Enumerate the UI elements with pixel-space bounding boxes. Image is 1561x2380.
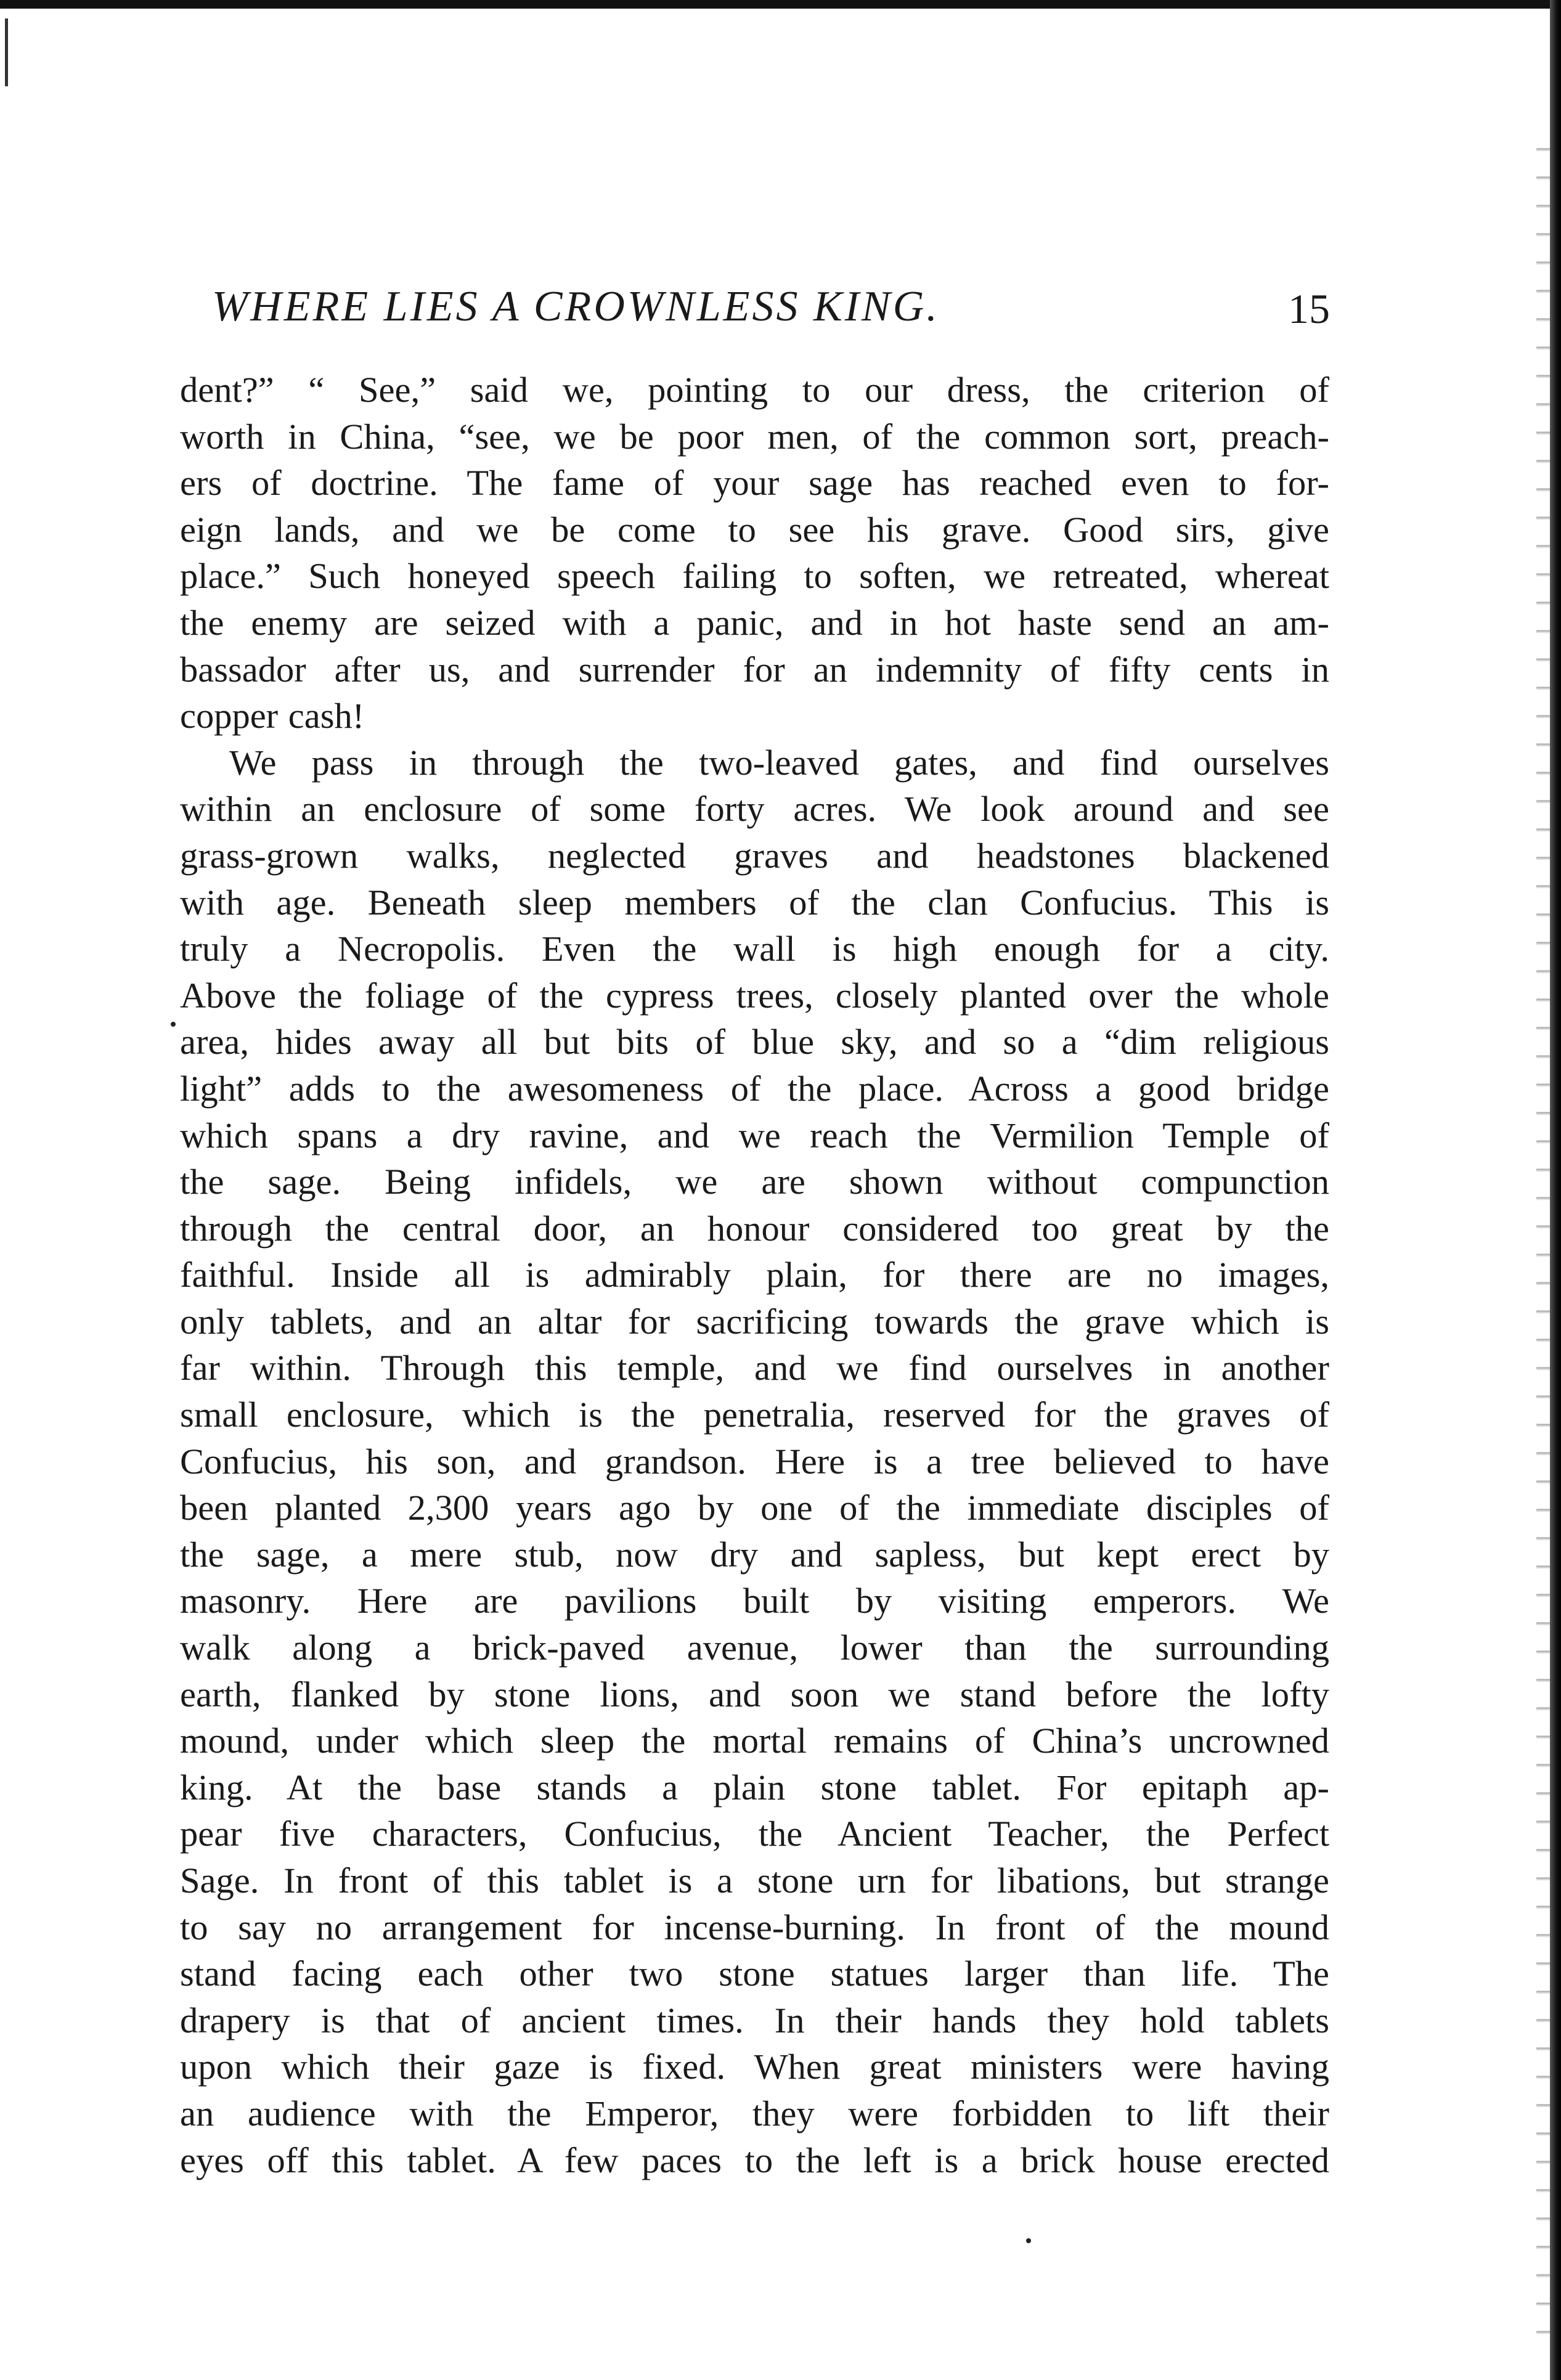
text-line: place.” Such honeyed speech failing to soften, we retreated, whereat — [180, 556, 1329, 597]
text-line: drapery is that of ancient times. In their hands they hold tablets — [180, 2000, 1329, 2040]
running-title: WHERE LIES A CROWNLESS KING. — [212, 283, 940, 330]
text-line: Above the foliage of the cypress trees, closely planted over the whole — [180, 975, 1329, 1016]
scan-border-right — [1550, 0, 1561, 2380]
text-line: Sage. In front of this tablet is a stone urn for libations, but strange — [180, 1860, 1329, 1901]
text-line: through the central door, an honour considered too great by the — [180, 1208, 1329, 1249]
text-line: only tablets, and an altar for sacrificing towards the grave which is — [180, 1301, 1329, 1342]
text-line: eyes off this tablet. A few paces to the left is a brick house erected — [180, 2140, 1329, 2180]
scan-mark-left — [5, 18, 8, 86]
text-line: worth in China, “see, we be poor men, of the common sort, preach- — [180, 416, 1329, 457]
text-line: mound, under which sleep the mortal remains of China’s uncrowned — [180, 1721, 1329, 1761]
scan-border-speckle — [1536, 123, 1550, 2342]
text-line: area, hides away all but bits of blue sky, and so a “dim religious — [180, 1022, 1329, 1062]
text-line: within an enclosure of some forty acres. We look around and see — [180, 789, 1329, 829]
stray-ink-dot — [171, 1022, 176, 1027]
text-line: which spans a dry ravine, and we reach the Vermilion Temple of — [180, 1115, 1329, 1155]
text-line: walk along a brick-paved avenue, lower than the surrounding — [180, 1628, 1329, 1668]
text-line: truly a Necropolis. Even the wall is high enough for a city. — [180, 929, 1329, 969]
text-line: with age. Beneath sleep members of the clan Confucius. This is — [180, 882, 1329, 923]
text-line: ers of doctrine. The fame of your sage has reached even to for- — [180, 463, 1329, 503]
body-text — [180, 367, 1329, 2183]
text-line: the sage, a mere stub, now dry and sapless, but kept erect by — [180, 1534, 1329, 1575]
text-line: masonry. Here are pavilions built by visiting emperors. We — [180, 1581, 1329, 1621]
text-line: earth, flanked by stone lions, and soon we stand before the lofty — [180, 1674, 1329, 1714]
text-line: small enclosure, which is the penetralia, reserved for the graves of — [180, 1395, 1329, 1435]
text-line: eign lands, and we be come to see his grave. Good sirs, give — [180, 509, 1329, 550]
text-line: pear five characters, Confucius, the Ancient Teacher, the Perfect — [180, 1814, 1329, 1854]
text-line: grass-grown walks, neglected graves and headstones blackened — [180, 835, 1329, 876]
text-line: to say no arrangement for incense-burning. In front of the mound — [180, 1907, 1329, 1947]
text-line: far within. Through this temple, and we find ourselves in another — [180, 1348, 1329, 1388]
paragraph-first-line: We pass in through the two-leaved gates, and find ourselves — [229, 742, 1329, 783]
scan-border-top — [0, 0, 1561, 9]
text-line: dent?” “ See,” said we, pointing to our dress, the criterion of — [180, 370, 1329, 410]
text-line: upon which their gaze is fixed. When great ministers were having — [180, 2047, 1329, 2087]
paragraph-last-line: copper cash! — [180, 696, 365, 736]
text-line: stand facing each other two stone statues larger than life. The — [180, 1954, 1329, 1994]
text-line: an audience with the Emperor, they were forbidden to lift their — [180, 2093, 1329, 2133]
text-line: bassador after us, and surrender for an indemnity of fifty cents in — [180, 649, 1329, 690]
text-line: faithful. Inside all is admirably plain, for there are no images, — [180, 1255, 1329, 1295]
text-line: the sage. Being infidels, we are shown without compunction — [180, 1162, 1329, 1202]
stray-ink-dot — [1026, 2238, 1031, 2243]
text-line: Confucius, his son, and grandson. Here is a tree believed to have — [180, 1441, 1329, 1481]
text-line: king. At the base stands a plain stone tablet. For epitaph ap- — [180, 1767, 1329, 1807]
text-line: the enemy are seized with a panic, and in hot haste send an am- — [180, 602, 1329, 643]
page-number: 15 — [1288, 285, 1330, 332]
text-line: light” adds to the awesomeness of the place. Across a good bridge — [180, 1068, 1329, 1109]
text-line: been planted 2,300 years ago by one of the immediate disciples of — [180, 1488, 1329, 1528]
